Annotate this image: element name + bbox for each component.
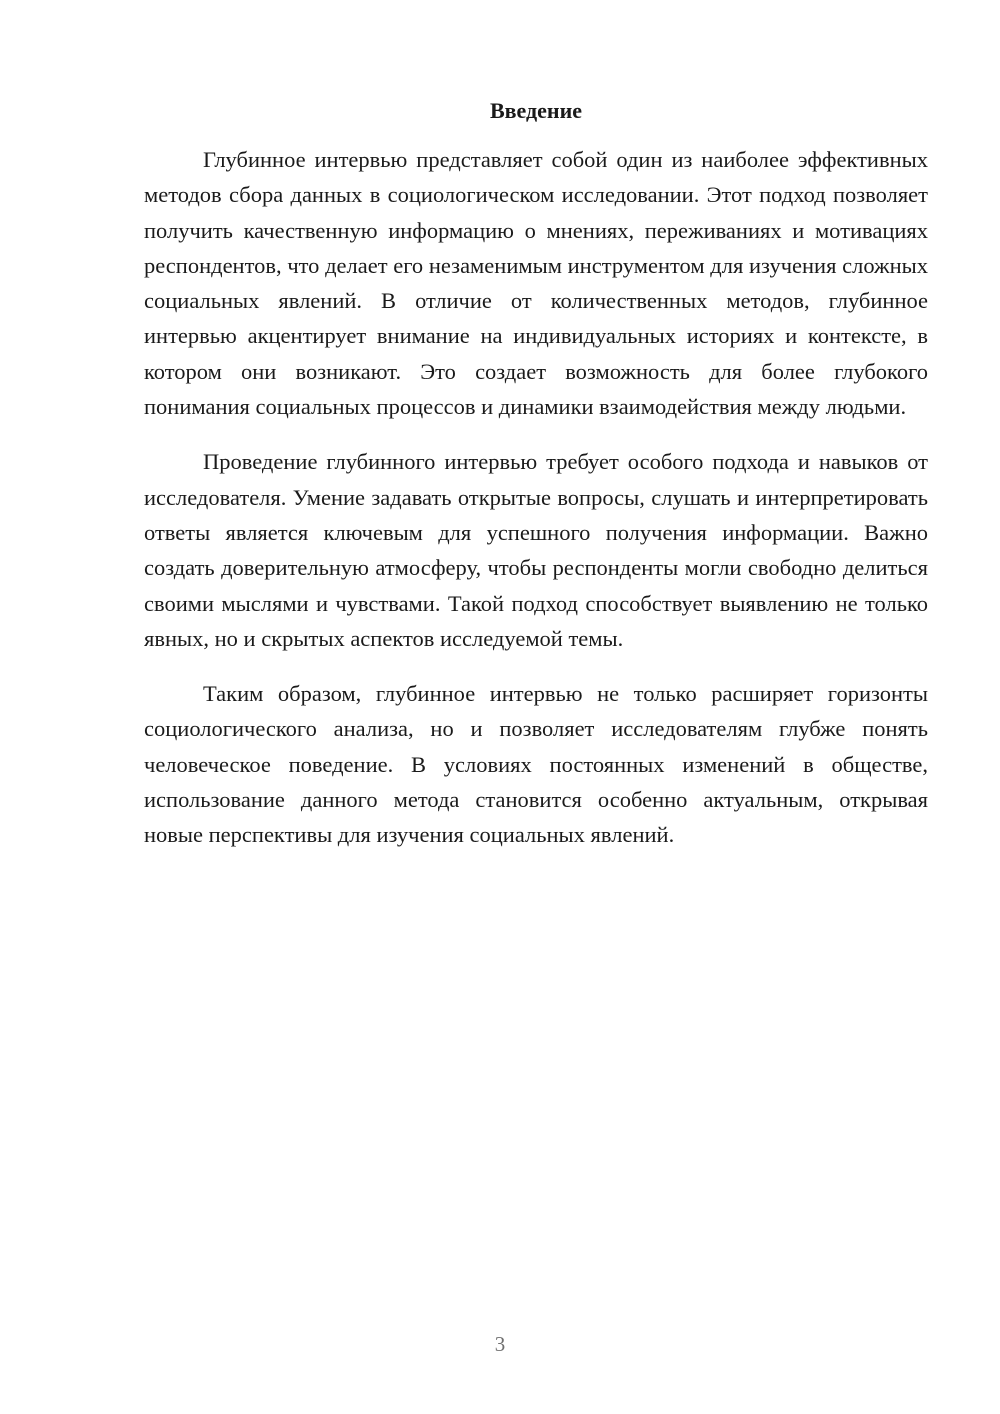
document-body bbox=[144, 142, 928, 873]
paragraph-2: Проведение глубинного интервью требует особого подхода и навыков от исследователя. Умение задавать открытые вопросы, слушать и интерпретировать ответы является ключевым для успешного получения информации. Важно создать доверительную атмосферу, чтобы респонденты могли свободно делиться своими мыслями и чувствами. Такой подход способствует выявлению не только явных, но и скрытых аспектов исследуемой темы. bbox=[144, 449, 928, 651]
page-number: 3 bbox=[494, 1332, 506, 1356]
paragraph-1: Глубинное интервью представляет собой один из наиболее эффективных методов сбора данных в социологическом исследовании. Этот подход позволяет получить качественную информацию о мнениях, переживаниях и мотивациях респондентов, что делает его незаменимым инструментом для изучения сложных социальных явлений. В отличие от количественных методов, глубинное интервью акцентирует внимание на индивидуальных историях и контексте, в котором они возникают. Это создает возможность для более глубокого понимания социальных процессов и динамики взаимодействия между людьми. bbox=[144, 147, 928, 420]
section-heading: Введение bbox=[489, 98, 583, 123]
paragraph-3: Таким образом, глубинное интервью не только расширяет горизонты социологического анализа, но и позволяет исследователям глубже понять человеческое поведение. В условиях постоянных изменений в обществе, использование данного метода становится особенно актуальным, открывая новые перспективы для изучения социальных явлений. bbox=[144, 681, 928, 848]
